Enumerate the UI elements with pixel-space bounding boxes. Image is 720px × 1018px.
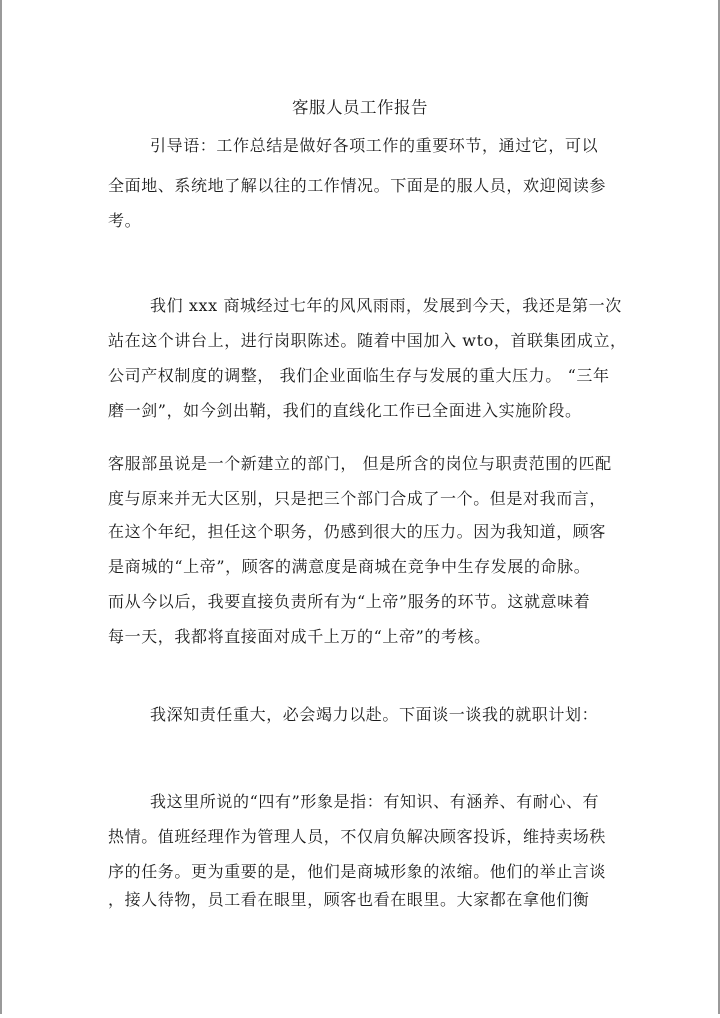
paragraph-line: 考。 xyxy=(108,211,142,230)
paragraph-line: 我深知责任重大，必会竭力以赴。下面谈一谈我的就职计划： xyxy=(150,705,599,724)
paragraph-line: 而从今以后，我要直接负责所有为“上帝”服务的环节。这就意味着 xyxy=(108,592,591,611)
paragraph-line: 序的任务。更为重要的是，他们是商城形象的浓缩。他们的举止言谈 xyxy=(108,862,607,881)
document-title: 客服人员工作报告 xyxy=(292,98,428,117)
paragraph-line: 站在这个讲台上，进行岗职陈述。随着中国加入 wto，首联集团成立， xyxy=(108,331,627,350)
paragraph-line: 全面地、系统地了解以往的工作情况。下面是的服人员，欢迎阅读参 xyxy=(108,176,607,195)
paragraph-line: 磨一剑”，如今剑出鞘，我们的直线化工作已全面进入实施阶段。 xyxy=(108,401,582,420)
paragraph-line: 我们 xxx 商城经过七年的风风雨雨，发展到今天，我还是第一次 xyxy=(150,296,622,315)
paragraph-line: 我这里所说的“四有”形象是指：有知识、有涵养、有耐心、有 xyxy=(150,792,600,811)
paragraph-line: 每一天，我都将直接面对成千上万的“上帝”的考核。 xyxy=(108,627,491,646)
paragraph-line: 客服部虽说是一个新建立的部门， 但是所含的岗位与职责范围的匹配 xyxy=(108,454,612,473)
paragraph-line: 热情。值班经理作为管理人员，不仅肩负解决顾客投诉，维持卖场秩 xyxy=(108,827,607,846)
paragraph-line: 度与原来并无大区别，只是把三个部门合成了一个。但是对我而言， xyxy=(108,489,607,508)
paragraph-line: 在这个年纪，担任这个职务，仍感到很大的压力。因为我知道，顾客 xyxy=(108,522,607,541)
paragraph-line: 是商城的“上帝”，顾客的满意度是商城在竞争中生存发展的命脉。 xyxy=(108,557,591,576)
paragraph-line: 引导语：工作总结是做好各项工作的重要环节，通过它，可以 xyxy=(150,136,599,155)
paragraph-line: 公司产权制度的调整， 我们企业面临生存与发展的重大压力。 “三年 xyxy=(108,366,610,385)
paragraph-line: ，接人待物，员工看在眼里，顾客也看在眼里。大家都在拿他们衡 xyxy=(108,890,590,909)
